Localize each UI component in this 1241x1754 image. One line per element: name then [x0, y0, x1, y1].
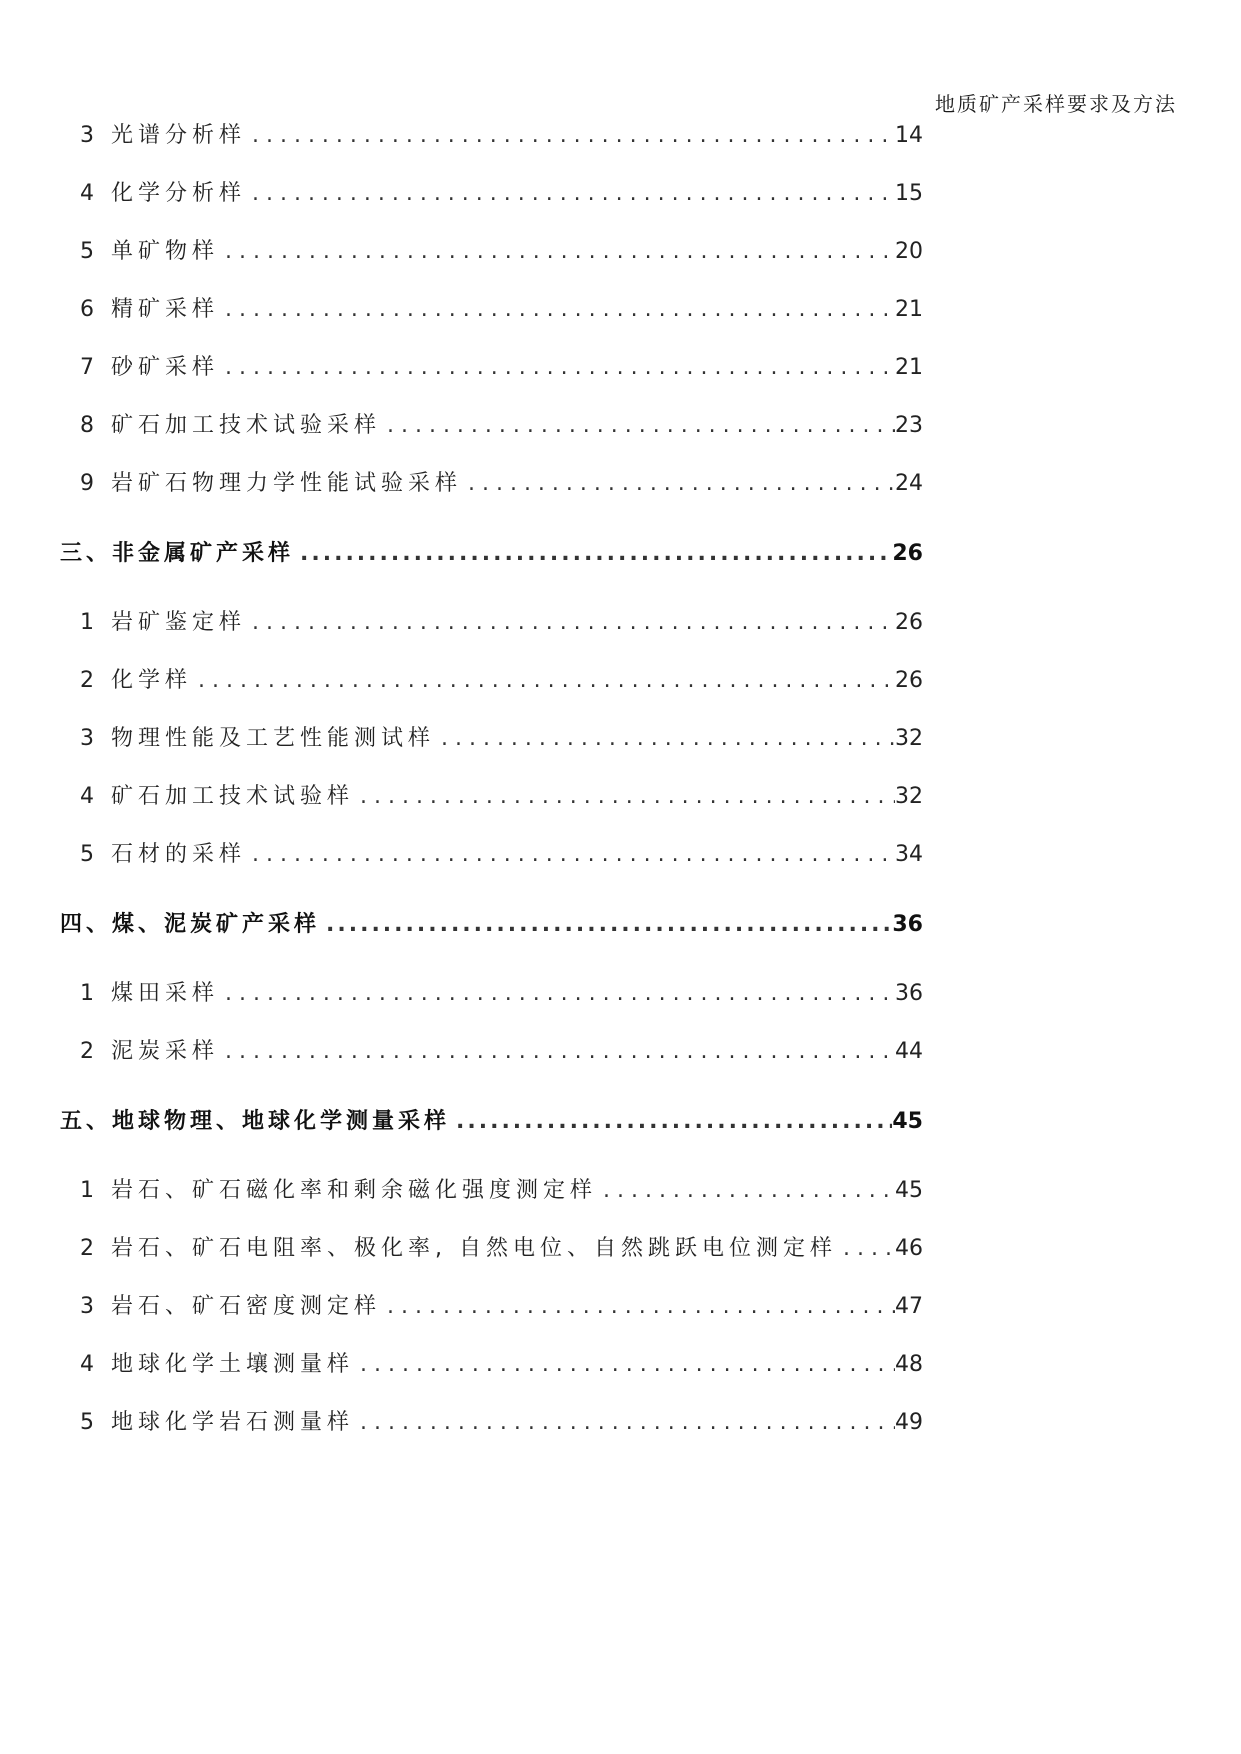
toc-entry[interactable] — [80, 976, 923, 1007]
toc-page-number: 36 — [892, 912, 923, 937]
toc-dot-leader — [246, 123, 895, 148]
toc-page-number: 48 — [895, 1352, 923, 1377]
toc-entry[interactable] — [80, 779, 923, 810]
toc-dot-leader — [294, 541, 892, 566]
toc-page-number: 46 — [895, 1236, 923, 1261]
toc-entry[interactable] — [80, 1347, 923, 1378]
toc-entry[interactable] — [80, 605, 923, 636]
toc-entry[interactable] — [80, 837, 923, 868]
toc-page-number: 45 — [895, 1178, 923, 1203]
toc-entry-title: 5 单矿物样 — [80, 239, 219, 264]
toc-dot-leader — [354, 784, 895, 809]
toc-dot-leader — [435, 726, 895, 751]
toc-entry[interactable] — [80, 408, 923, 439]
toc-dot-leader — [219, 1039, 895, 1064]
toc-dot-leader — [597, 1178, 895, 1203]
toc-entry-title: 6 精矿采样 — [80, 297, 219, 322]
running-header: 地质矿产采样要求及方法 — [935, 92, 1177, 116]
toc-page-number: 24 — [895, 471, 923, 496]
toc-entry-title: 4 矿石加工技术试验样 — [80, 784, 354, 809]
toc-dot-leader — [354, 1410, 895, 1435]
toc-page-number: 36 — [895, 981, 923, 1006]
toc-page-number: 26 — [895, 668, 923, 693]
toc-dot-leader — [320, 912, 892, 937]
toc-entry-title: 1 岩石、矿石磁化率和剩余磁化强度测定样 — [80, 1178, 597, 1203]
toc-entry[interactable] — [80, 1405, 923, 1436]
toc-dot-leader — [246, 181, 895, 206]
toc-entry-title: 5 地球化学岩石测量样 — [80, 1410, 354, 1435]
toc-entry-title: 2 泥炭采样 — [80, 1039, 219, 1064]
toc-entry-title: 7 砂矿采样 — [80, 355, 219, 380]
toc-entry-title: 3 岩石、矿石密度测定样 — [80, 1294, 381, 1319]
toc-dot-leader — [462, 471, 895, 496]
toc-dot-leader — [381, 413, 895, 438]
toc-entry[interactable] — [80, 234, 923, 265]
toc-page-number: 34 — [895, 842, 923, 867]
toc-section-heading[interactable] — [60, 536, 923, 567]
toc-page-number: 20 — [895, 239, 923, 264]
toc-page-number: 45 — [892, 1109, 923, 1134]
toc-dot-leader — [354, 1352, 895, 1377]
toc-entry[interactable] — [80, 721, 923, 752]
toc-dot-leader — [837, 1236, 895, 1261]
toc-entry-title: 2 岩石、矿石电阻率、极化率, 自然电位、自然跳跃电位测定样 — [80, 1236, 837, 1261]
toc-entry-title: 3 物理性能及工艺性能测试样 — [80, 726, 435, 751]
toc-dot-leader — [246, 842, 895, 867]
toc-entry-title: 1 煤田采样 — [80, 981, 219, 1006]
toc-page-number: 44 — [895, 1039, 923, 1064]
toc-dot-leader — [219, 297, 895, 322]
toc-page-number: 21 — [895, 355, 923, 380]
toc-entry-title: 三、非金属矿产采样 — [60, 541, 295, 566]
toc-entry-title: 3 光谱分析样 — [80, 123, 246, 148]
toc-page-number: 15 — [895, 181, 923, 206]
toc-dot-leader — [381, 1294, 895, 1319]
toc-entry-title: 8 矿石加工技术试验采样 — [80, 413, 381, 438]
toc-dot-leader — [219, 981, 895, 1006]
toc-section-heading[interactable] — [60, 907, 923, 938]
toc-entry-title: 五、地球物理、地球化学测量采样 — [60, 1109, 451, 1134]
toc-entry-title: 4 地球化学土壤测量样 — [80, 1352, 354, 1377]
toc-dot-leader — [219, 239, 895, 264]
toc-page-number: 14 — [895, 123, 923, 148]
toc-entry-title: 1 岩矿鉴定样 — [80, 610, 246, 635]
toc-entry[interactable] — [80, 466, 923, 497]
toc-entry-title: 4 化学分析样 — [80, 181, 246, 206]
toc-page-number: 23 — [895, 413, 923, 438]
toc-dot-leader — [192, 668, 895, 693]
toc-entry[interactable] — [80, 118, 923, 149]
toc-entry[interactable] — [80, 292, 923, 323]
toc-entry[interactable] — [80, 350, 923, 381]
toc-page-number: 26 — [895, 610, 923, 635]
toc-entry[interactable] — [80, 663, 923, 694]
toc-page-number: 49 — [895, 1410, 923, 1435]
toc-dot-leader — [246, 610, 895, 635]
toc-page-number: 26 — [892, 541, 923, 566]
toc-entry[interactable] — [80, 1289, 923, 1320]
toc-page-number: 32 — [895, 726, 923, 751]
toc-section-heading[interactable] — [60, 1104, 923, 1135]
toc-page-number: 32 — [895, 784, 923, 809]
toc-entry-title: 2 化学样 — [80, 668, 192, 693]
toc-page-number: 47 — [895, 1294, 923, 1319]
toc-entry[interactable] — [80, 1034, 923, 1065]
toc-dot-leader — [219, 355, 895, 380]
toc-entry-title: 9 岩矿石物理力学性能试验采样 — [80, 471, 462, 496]
toc-dot-leader — [450, 1109, 892, 1134]
toc-entry-title: 5 石材的采样 — [80, 842, 246, 867]
toc-entry[interactable] — [80, 176, 923, 207]
toc-entry[interactable] — [80, 1173, 923, 1204]
toc-entry-title: 四、煤、泥炭矿产采样 — [60, 912, 321, 937]
toc-page-number: 21 — [895, 297, 923, 322]
toc-entry[interactable] — [80, 1231, 923, 1262]
